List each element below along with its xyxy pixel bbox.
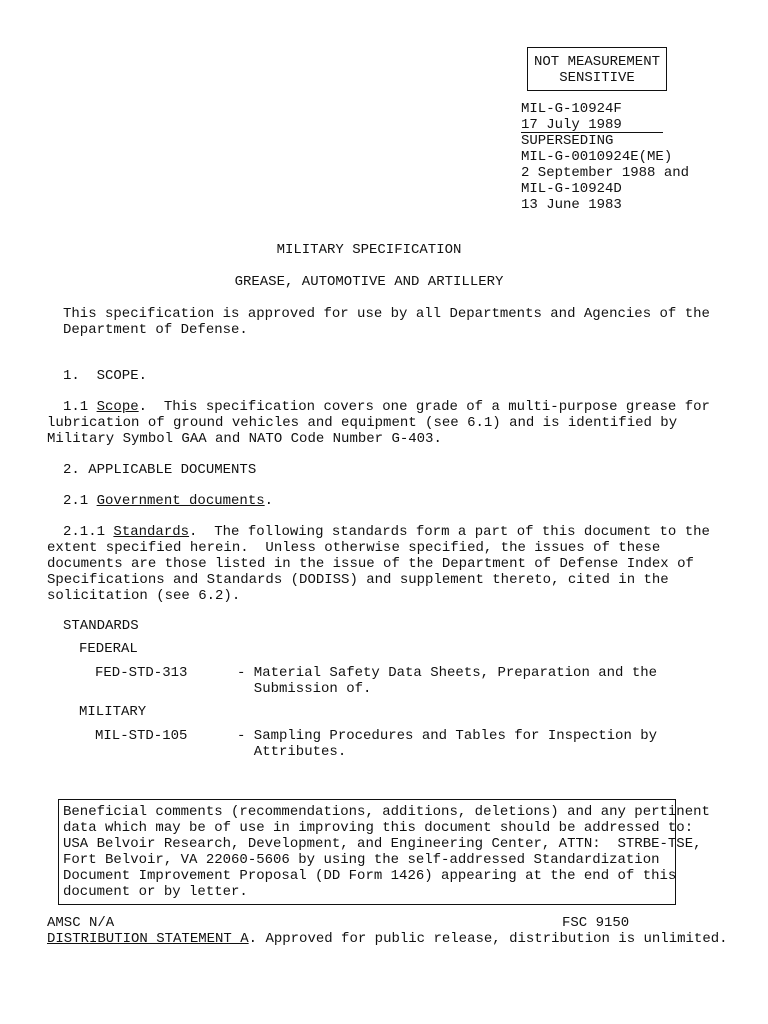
military-standard-id: MIL-STD-105: [95, 728, 188, 744]
section-1-heading: 1. SCOPE.: [63, 368, 148, 384]
comment-line-1: Beneficial comments (recommendations, additions, deletions) and any pertinent: [63, 804, 710, 820]
amsc-label: AMSC N/A: [47, 915, 115, 931]
s211-number: 2.1.1: [63, 524, 114, 540]
federal-label: FEDERAL: [79, 641, 138, 657]
federal-standard-desc-1: - Material Safety Data Sheets, Preparation and the: [237, 665, 658, 681]
box-line-1: NOT MEASUREMENT: [533, 54, 661, 70]
spec-type-title: MILITARY SPECIFICATION: [276, 242, 462, 258]
s21-title: Government documents: [96, 493, 265, 509]
s211-line-5: solicitation (see 6.2).: [47, 588, 241, 604]
document-number: MIL-G-10924F: [521, 101, 622, 117]
s211-line-2: extent specified herein. Unless otherwise specified, the issues of these: [47, 540, 661, 556]
military-label: MILITARY: [79, 704, 147, 720]
s21-number: 2.1: [63, 493, 97, 509]
comment-line-3: USA Belvoir Research, Development, and Engineering Center, ATTN: STRBE-TSE,: [63, 836, 702, 852]
federal-standard-id: FED-STD-313: [95, 665, 188, 681]
scope-line-3: Military Symbol GAA and NATO Code Number G-403.: [47, 431, 442, 447]
beneficial-comments-box: [58, 799, 710, 905]
comment-line-5: Document Improvement Proposal (DD Form 1426) appearing at the end of this: [63, 868, 677, 884]
s211-title: Standards: [113, 524, 190, 540]
superseded-doc-1: MIL-G-0010924E(ME): [521, 149, 673, 165]
spec-subject-title: GREASE, AUTOMOTIVE AND ARTILLERY: [234, 274, 504, 290]
standards-heading: STANDARDS: [63, 618, 139, 634]
s21-rest: .: [264, 493, 274, 509]
s211-line-1: . The following standards form a part of this document to the: [189, 524, 710, 540]
military-standard-desc-1: - Sampling Procedures and Tables for Inspection by: [237, 728, 658, 744]
approval-line-2: Department of Defense.: [63, 322, 248, 338]
scope-line-1: . This specification covers one grade of a multi-purpose grease for: [138, 399, 710, 415]
federal-standard-desc-2: Submission of.: [237, 681, 372, 697]
distribution-label: DISTRIBUTION STATEMENT A: [47, 931, 249, 947]
comment-line-6: document or by letter.: [63, 884, 248, 900]
scope-line-2: lubrication of ground vehicles and equipment (see 6.1) and is identified by: [47, 415, 678, 431]
approval-line-1: This specification is approved for use by all Departments and Agencies of the: [63, 306, 710, 322]
box-line-2: SENSITIVE: [559, 70, 635, 86]
document-date: 17 July 1989: [521, 117, 663, 133]
approval-paragraph: [63, 306, 710, 338]
section-2-heading: 2. APPLICABLE DOCUMENTS: [63, 462, 257, 478]
document-id-block: [521, 101, 689, 213]
scope-title: Scope: [96, 399, 139, 415]
military-standard-desc-2: Attributes.: [237, 744, 347, 760]
scope-paragraph: [47, 399, 710, 447]
measurement-sensitivity-box: [527, 47, 667, 91]
comment-line-2: data which may be of use in improving this document should be addressed to:: [63, 820, 694, 836]
superseded-doc-1-date: 2 September 1988 and: [521, 165, 690, 181]
government-documents-heading: [63, 493, 273, 509]
standards-paragraph: [47, 524, 710, 604]
superseding-label: SUPERSEDING: [521, 133, 614, 149]
scope-number: 1.1: [63, 399, 97, 415]
fsc-label: FSC 9150: [562, 915, 630, 931]
comment-line-4: Fort Belvoir, VA 22060-5606 by using the self-addressed Standardization: [63, 852, 660, 868]
superseded-doc-2: MIL-G-10924D: [521, 181, 622, 197]
superseded-doc-2-date: 13 June 1983: [521, 197, 622, 213]
distribution-text: . Approved for public release, distribution is unlimited.: [248, 931, 728, 947]
s211-line-4: Specifications and Standards (DODISS) and supplement thereto, cited in the: [47, 572, 669, 588]
s211-line-3: documents are those listed in the issue of the Department of Defense Index of: [47, 556, 694, 572]
distribution-statement: [47, 931, 728, 947]
